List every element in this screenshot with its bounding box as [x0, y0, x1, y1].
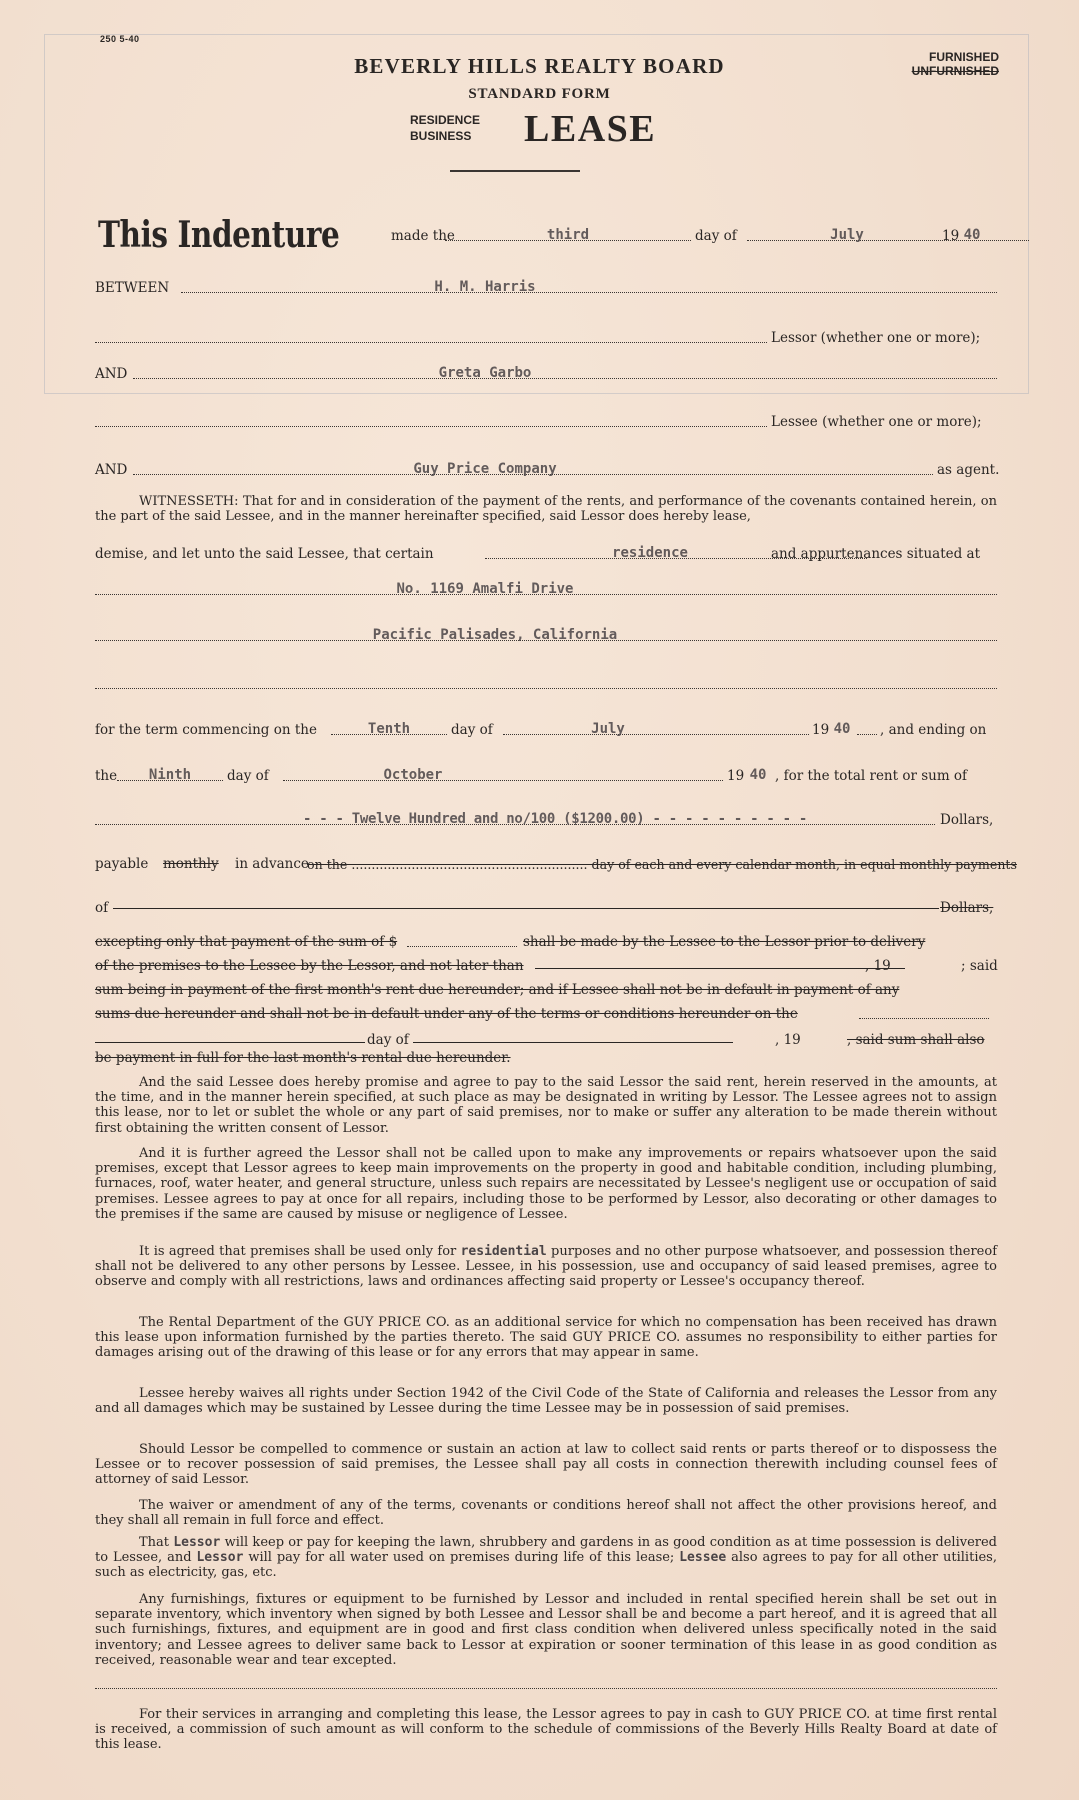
the-label: the [95, 768, 118, 784]
unfurnished-label: UNFURNISHED [911, 64, 999, 78]
and-label: AND [95, 366, 128, 382]
title-divider [450, 170, 580, 172]
payable-label: payable [95, 856, 149, 872]
appurtenances-label: and appurtenances situated at [771, 546, 981, 562]
demise-row [95, 540, 997, 564]
business-label: BUSINESS [410, 129, 472, 143]
lease-title: LEASE [524, 108, 657, 150]
indenture-year: 40 [963, 227, 981, 243]
made-the-label: made the [391, 228, 455, 244]
between-label: BETWEEN [95, 280, 170, 296]
and-lessee-row [95, 360, 997, 384]
clause-waiver-amendment: The waiver or amendment of any of the terms, covenants or conditions hereof shall not affect the other provisions hereof, and they shall all remain in full force and effect. [95, 1498, 997, 1529]
indenture-heading: This Indenture [98, 214, 340, 256]
start-year: 40 [833, 721, 851, 737]
agent-label: as agent. [937, 462, 1000, 478]
furnished-option [912, 50, 999, 78]
between-row [95, 274, 997, 298]
end-year: 40 [749, 767, 767, 783]
clause-repairs: And it is further agreed the Lessor shall not be called upon to make any improvements or repairs whatsoever upon the said premises, except that Lessor agrees to keep main improvements on the property in good and habitable condition, including plumbing, furnaces, roof, water heater, and general structure, unless such repairs are necessitated by Lessee's negligent use or occupation of said premises. Lessee agrees to pay at once for all repairs, including those to be performed by Lessor, also decorating or other damages to the premises if the same are caused by misuse or negligence of Lessee. [95, 1146, 997, 1222]
in-advance-label: in advance [235, 856, 309, 872]
term-start-row [95, 716, 997, 740]
address-line-1: No. 1169 Amalfi Drive [396, 581, 574, 597]
start-day: Tenth [367, 721, 411, 737]
board-name: BEVERLY HILLS REALTY BOARD [354, 54, 725, 78]
term-end-row [95, 762, 997, 786]
struck-line-3: sum being in payment of the first month's rent due hereunder; and if Lessee shall not be in default in payment of any [95, 982, 900, 998]
end-day-of-label: day of [227, 768, 269, 784]
premises-type: residence [612, 545, 688, 561]
witnesseth-paragraph: WITNESSETH: That for and in consideration of the payment of the rents, and performance of the covenants contained herein, on the part of the said Lessee, and in the manner hereinafter specified, said Lessor does hereby lease, [95, 494, 997, 525]
indenture-day: third [546, 227, 590, 243]
form-number: 250 5-40 [100, 34, 140, 44]
indenture-month: July [830, 227, 864, 243]
address-row-2 [95, 622, 997, 646]
payable-row [95, 850, 1017, 874]
blank-line [95, 1688, 997, 1689]
lawn-party: Lessor [173, 1535, 221, 1550]
lessor-label: Lessor (whether one or more); [771, 330, 981, 346]
struck-line-6: be payment in full for the last month's rental due hereunder. [95, 1050, 511, 1066]
standard-form-label: STANDARD FORM [468, 86, 611, 102]
water-party: Lessor [196, 1550, 244, 1566]
start-year-prefix: 19 [812, 722, 830, 738]
lessor-name: H. M. Harris [434, 279, 536, 295]
lease-type-options [410, 112, 480, 144]
agent-name: Guy Price Company [413, 461, 557, 477]
residence-label: RESIDENCE [410, 113, 481, 127]
clause-use: It is agreed that premises shall be used only for residential purposes and no other purpose whatsoever, and possession thereof shall not be delivered to any other persons by Lessee. Lessee, in his possession, use and occupancy of said leased premises, agree to observe and comply with all restrictions, laws and ordinances affecting said property or Lessee's occupancy thereof. [95, 1244, 998, 1290]
start-month: July [591, 721, 625, 737]
clause-waiver-1942: Lessee hereby waives all rights under Section 1942 of the Civil Code of the State of California and releases the Lessor from any and all damages which may be sustained by Lessee during the time Lessee may be in possession of said premises. [95, 1386, 997, 1417]
clause-furnishings: Any furnishings, fixtures or equipment to be furnished by Lessor and included in rental specified herein shall be set out in separate inventory, which inventory when signed by both Lessee and Lessor shall be and become a part hereof, and it is agreed that all such furnishings, fixtures, and equipment are in good and first class condition when delivered unless specifically noted in the said inventory; and Lessee agrees to deliver same back to Lessor at expiration or sooner termination of this lease in as good condition as received, reasonable wear and tear excepted. [95, 1592, 997, 1668]
of-dollars-row [95, 894, 997, 918]
struck-line-5: day of , 19 , said sum shall also [95, 1026, 997, 1050]
struck-monthly-clause: on the ........................................................... day of each and every calendar month, in equal monthly payments [307, 857, 1017, 872]
address-line-2: Pacific Palisades, California [372, 627, 618, 643]
indenture-date-row [95, 222, 997, 246]
lessee-label: Lessee (whether one or more); [771, 414, 982, 430]
lessee-name: Greta Garbo [438, 365, 532, 381]
start-day-of-label: day of [451, 722, 493, 738]
end-month: October [383, 767, 443, 783]
clause-utilities: That Lessor will keep or pay for keeping the lawn, shrubbery and gardens in as good condition as at time possession is delivered to Lessee, and Lessor will pay for all water used on premises during life of this lease; Lessee also agrees to pay for all other utilities, such as electricity, gas, etc. [95, 1535, 997, 1581]
total-rent-label: , for the total rent or sum of [775, 768, 968, 784]
end-day: Ninth [148, 767, 192, 783]
struck-line-4: sums due hereunder and shall not be in default under any of the terms or conditions hereunder on the [95, 1000, 997, 1024]
address-row-3 [95, 670, 997, 694]
of-label: of [95, 900, 109, 916]
rent-amount: - - - Twelve Hundred and no/100 ($1200.00) - - - - - - - - - - [303, 811, 807, 827]
agent-row [95, 456, 1000, 480]
furnished-label: FURNISHED [928, 50, 999, 64]
end-year-prefix: 19 [727, 768, 745, 784]
clause-commission: For their services in arranging and completing this lease, the Lessor agrees to pay in cash to GUY PRICE CO. at time first rental is received, a commission of such amount as will conform to the schedule of commissions of the Beverly Hills Realty Board at date of this lease. [95, 1707, 997, 1753]
clause-legal-action: Should Lessor be compelled to commence or sustain an action at law to collect said rents or parts thereof or to dispossess the Lessee or to recover possession of said premises, the Lessee shall pay all costs in connection therewith including counsel fees of attorney of said Lessor. [95, 1442, 997, 1488]
address-row-1 [95, 576, 997, 600]
day-of-label: day of [695, 228, 737, 244]
payable-struck-monthly: monthly [163, 856, 219, 872]
use-value: residential [460, 1244, 547, 1259]
commencing-label: for the term commencing on the [95, 722, 317, 738]
lessor-row [95, 324, 997, 348]
lessee-row [95, 408, 997, 432]
struck-line-2: of the premises to the Lessee by the Lessor, and not later than , 19 ; said [95, 958, 998, 974]
and-agent-label: AND [95, 462, 128, 478]
clause-rental-department: The Rental Department of the GUY PRICE CO. as an additional service for which no compensation has been received has drawn this lease upon information furnished by the parties thereto. The said GUY PRICE CO. assumes no responsibility to either parties for damages arising out of the drawing of this lease or for any errors that may appear in same. [95, 1315, 997, 1361]
dollars-label: Dollars, [940, 812, 994, 828]
ending-on-label: , and ending on [880, 722, 987, 738]
clause-payment: And the said Lessee does hereby promise and agree to pay to the said Lessor the said rent, herein reserved in the amounts, at the time, and in the manner herein specified, at such place as may be designated in writing by Lessor. The Lessee agrees not to assign this lease, nor to let or sublet the whole or any part of said premises, nor to make or suffer any alteration to be made therein without first obtaining the written consent of Lessor. [95, 1075, 997, 1136]
dollars-label-2: Dollars, [940, 900, 994, 916]
rent-row [95, 806, 997, 830]
demise-label: demise, and let unto the said Lessee, that certain [95, 546, 434, 562]
year-prefix: 19 [942, 228, 960, 244]
utilities-party: Lessee [679, 1550, 727, 1566]
struck-line-1: excepting only that payment of the sum of $ shall be made by the Lessee to the Lessor prior to delivery [95, 934, 926, 950]
